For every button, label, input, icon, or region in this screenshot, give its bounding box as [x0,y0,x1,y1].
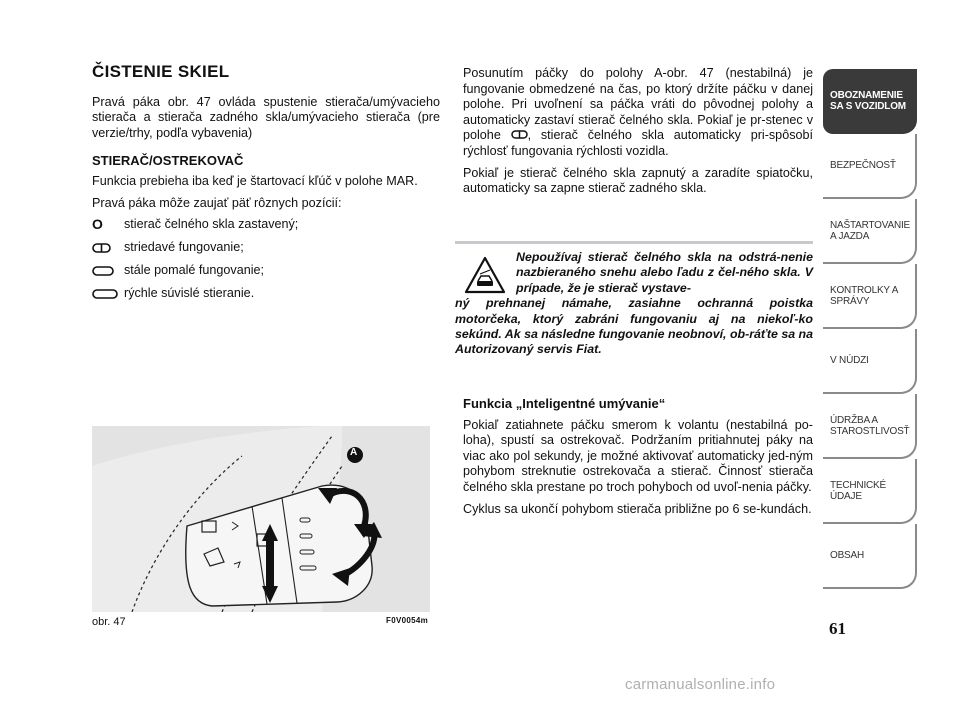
positions-intro: Pravá páka môže zaujať päť rôznych pozícií: [92,195,342,210]
tab-label: KONTROLKY A SPRÁVY [830,284,898,307]
momentary-text: Posunutím páčky do polohy A-obr. 47 (nestabilná) je fungovanie obmedzené na čas, po ktorý držíte páčku v danej polohe. Pri uvoľnení sa páčka vráti do pôvodnej polohy a automaticky zastaví stierač čelného skla. Pokiaľ je pr-stenec v polohe [463,66,813,143]
momentary-text-end: , stierač čelného skla automaticky pri-spôsobí rýchlosť fungovania rýchlosti vozidla. [463,128,813,159]
watermark: carmanualsonline.info [625,676,776,693]
page-title: ČISTENIE SKIEL [92,62,230,81]
tab-label: ÚDRŽBA A STAROSTLIVOSŤ [830,414,910,437]
figure-caption [92,614,430,632]
left-column [92,64,440,305]
tab-label: OBOZNAMENIE SA S VOZIDLOM [830,89,906,112]
position-text: stierač čelného skla zastavený; [124,216,299,231]
section-heading: STIERAČ/OSTREKOVAČ [92,153,244,169]
reverse-paragraph: Pokiaľ je stierač čelného skla zapnutý a zaradíte spiatočku, automaticky sa zapne stierač zadného skla. [463,165,813,196]
position-text: striedavé fungovanie; [124,239,244,254]
tab-label: TECHNICKÉ ÚDAJE [830,479,886,502]
position-item [92,282,440,305]
warning-text [455,250,813,358]
tab-obsah[interactable] [823,524,917,589]
momentary-paragraph [463,66,813,160]
tab-label: V NÚDZI [830,355,869,366]
off-symbol: O [92,215,103,232]
intro-paragraph: Pravá páka obr. 47 ovláda spustenie stierača/umývacieho stierača a stierača zadného skla/umývacieho stierača (pre verzie/trhy, podľa vybavenia) [92,94,440,140]
tab-label: OBSAH [830,550,865,561]
figure-label: obr. 47 [92,616,126,628]
tab-bezpecnost[interactable] [823,134,917,199]
warning-text-body: ný prehnanej námahe, zasiahne ochranná poistka motorčeka, ktorý zabráni fungovaniu aj na niekoľ-ko sekúnd. Ak sa následne fungovanie neobnoví, ob-ráťte sa na Autorizovaný servis Fiat. [455,296,814,357]
tab-oboznamenie[interactable] [823,69,917,134]
slow-icon [92,266,124,276]
fast-icon [92,289,124,299]
tab-label: BEZPEČNOSŤ [830,160,896,171]
positions-list [92,213,440,305]
smart-wash-section [463,396,813,523]
position-item [92,259,440,282]
tab-v-nudzi[interactable] [823,329,917,394]
position-text: rýchle súvislé stieranie. [124,285,255,300]
position-text: stále pomalé fungovanie; [124,262,265,277]
tab-kontrolky[interactable] [823,264,917,329]
warning-triangle-icon [464,256,506,294]
position-item [92,236,440,259]
chapter-tabs [823,69,917,589]
figure-code: F0V0054m [386,616,428,625]
cycle-paragraph: Cyklus sa ukončí pohybom stierača približne po 6 se-kundách. [463,501,812,516]
marker-a: A [350,447,358,458]
page-number: 61 [829,619,846,638]
tab-technicke-udaje[interactable] [823,459,917,524]
wiper-stalk-illustration [92,426,430,612]
position-item [92,213,440,236]
tab-label: NAŠTARTOVANIE A JAZDA [830,219,911,242]
warning-box [455,241,813,358]
intermittent-icon [511,128,528,144]
intermittent-icon [92,243,124,253]
smart-wash-heading: Funkcia „Inteligentné umývanie“ [463,396,666,411]
warning-text-indented: Nepoužívaj stierač čelného skla na odstrá-nenie nazbieraného snehu alebo ľadu z čel-ného skla. V prípade, že je stierač vystave- [516,250,813,295]
tab-udrzba[interactable] [823,394,917,459]
mar-paragraph: Funkcia prebieha iba keď je štartovací kľúč v polohe MAR. [92,173,418,188]
smart-wash-paragraph: Pokiaľ zatiahnete páčku smerom k volantu (nestabilná po-loha), spustí sa ostrekovač. Podržaním pritiahnutej páky na viac ako pol sekundy, je možné aktivovať automaticky jed-ným pohybom streknutie ostrekovača a stierač. Činnosť stierača čelného skla prestane po troch pohyboch od uvoľ-nenia páčky. [463,417,813,494]
right-column [463,66,813,203]
tab-nastartovanie[interactable] [823,199,917,264]
